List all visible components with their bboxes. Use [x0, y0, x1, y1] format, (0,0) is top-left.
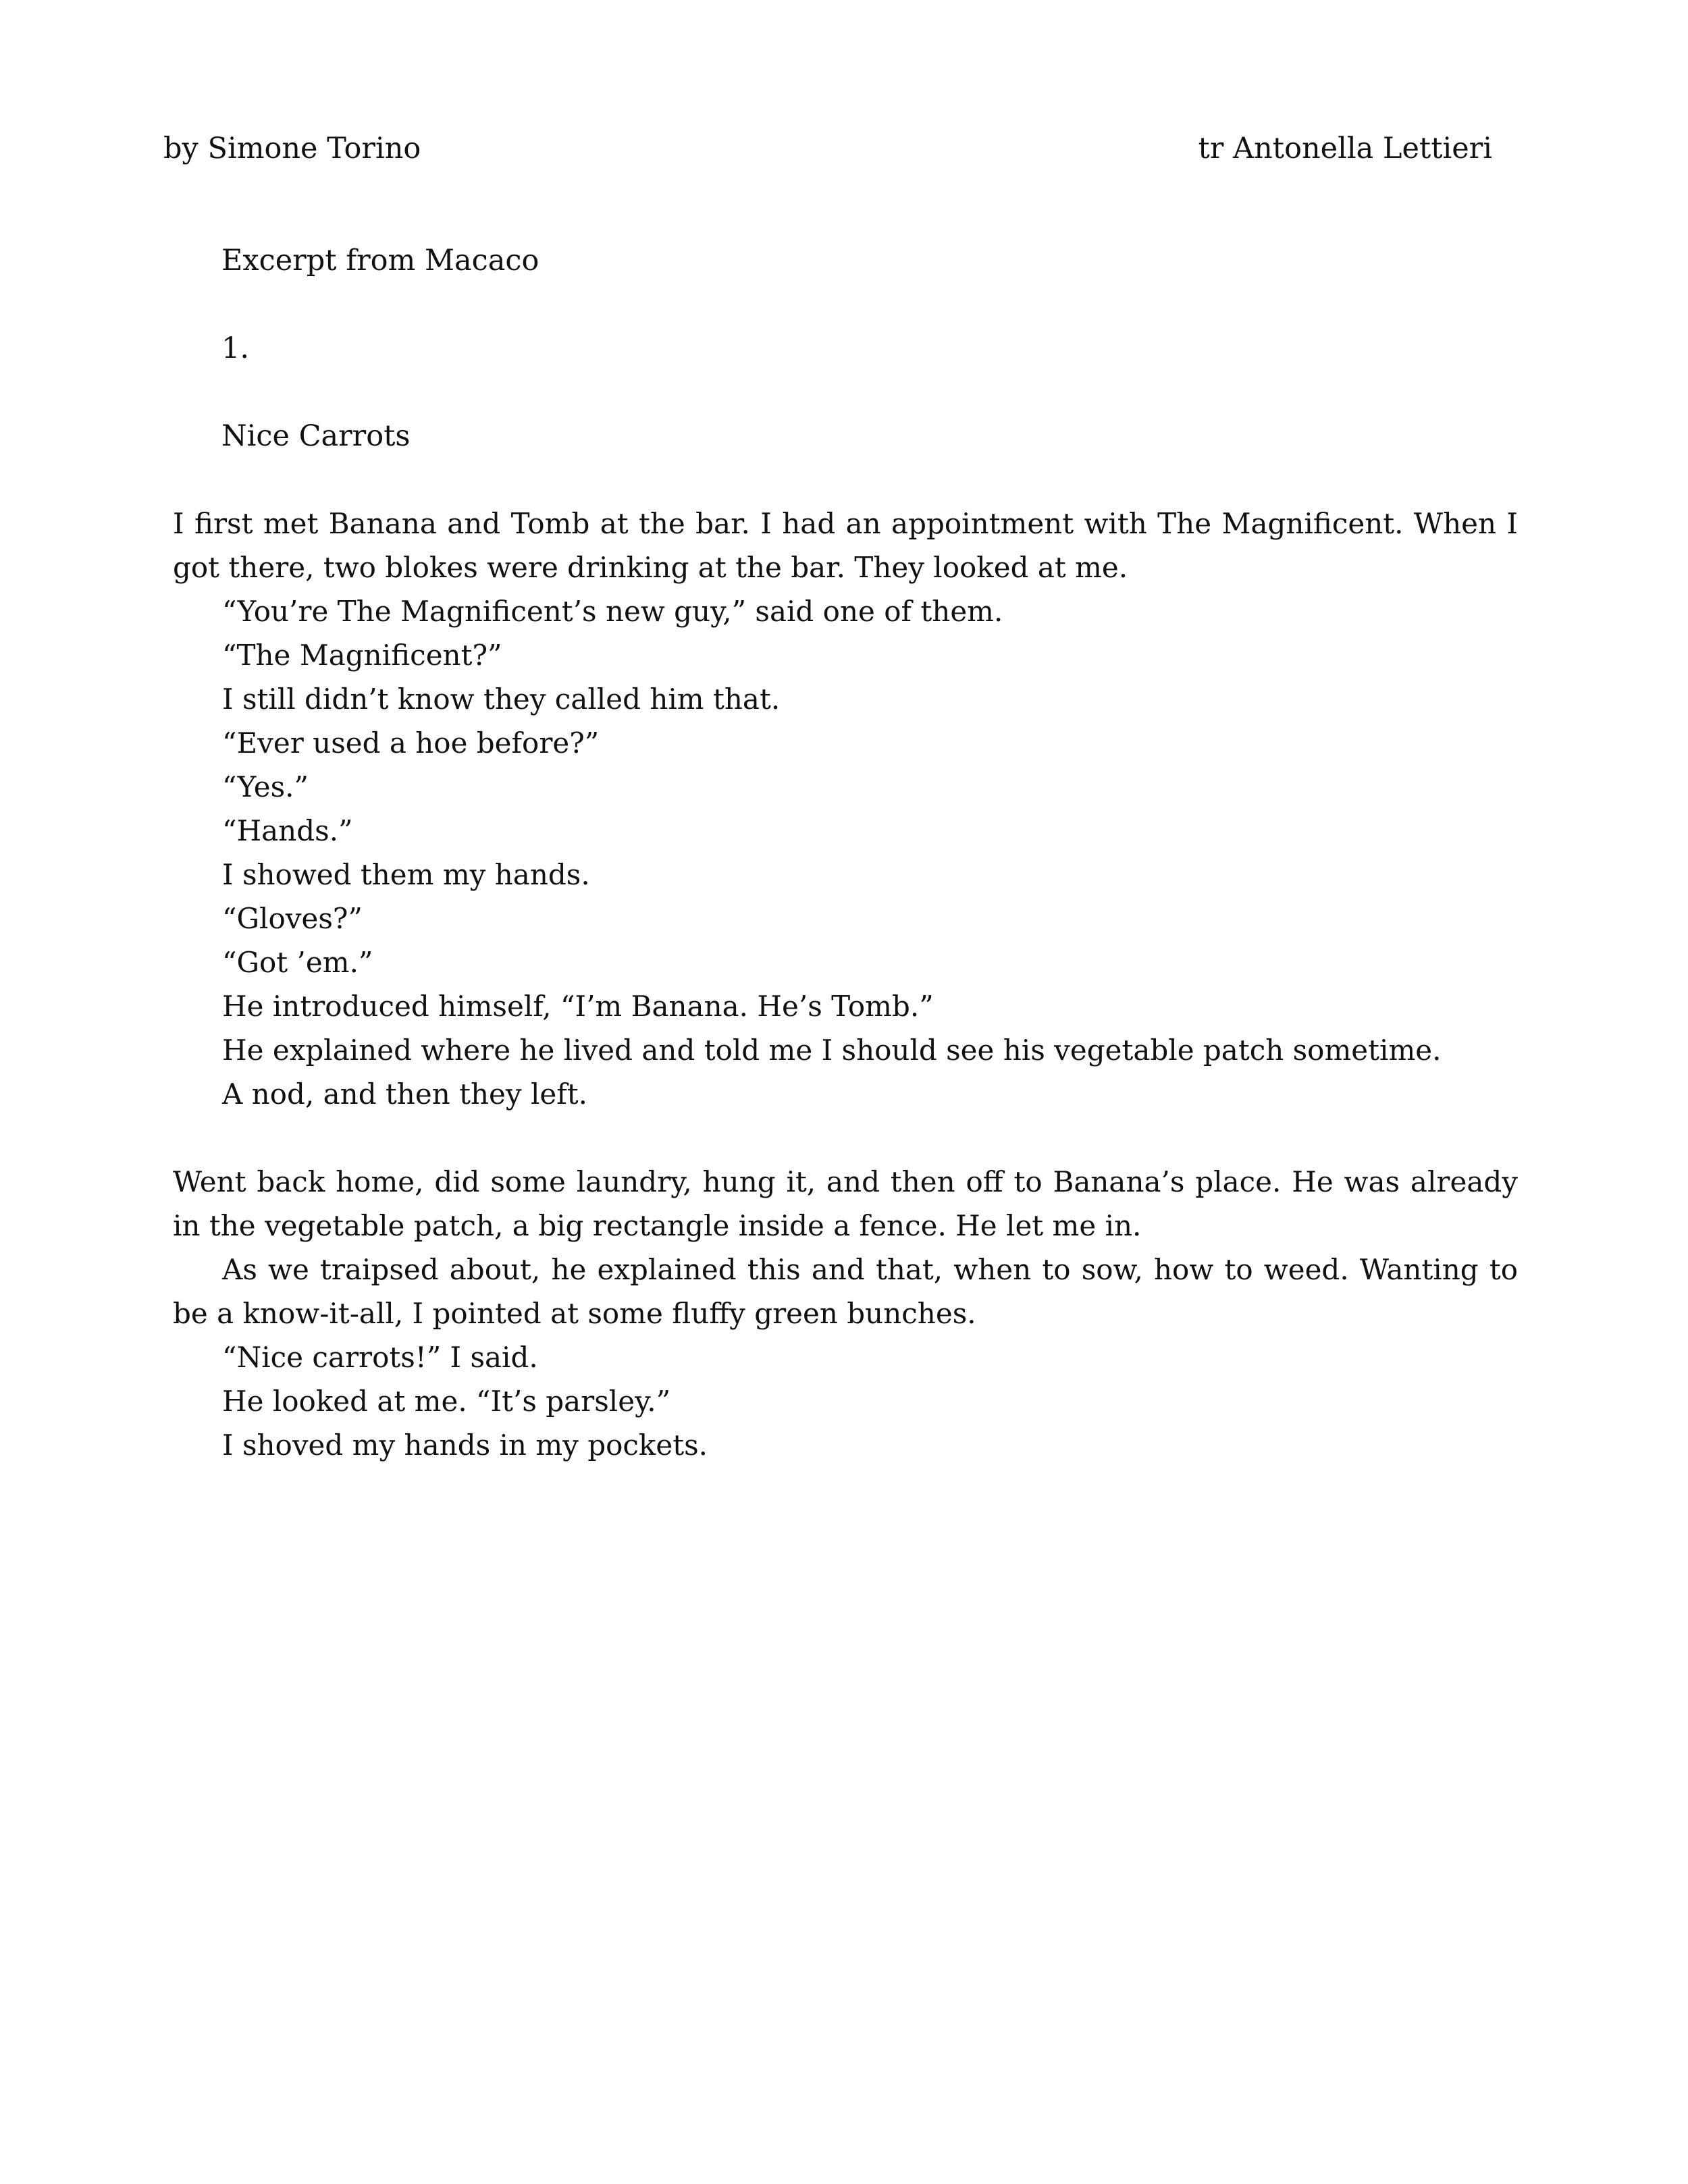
dialogue-line: I showed them my hands.	[222, 858, 590, 891]
dialogue-line: “Got ’em.”	[222, 946, 373, 979]
chapter-title: Nice Carrots	[221, 419, 411, 453]
excerpt-title: Excerpt from Macaco	[221, 244, 539, 277]
dialogue-line: He looked at me. “It’s parsley.”	[222, 1385, 671, 1418]
dialogue-line: “The Magnificent?”	[222, 639, 502, 672]
section-1	[173, 502, 1518, 1116]
dialogue-line: “You’re The Magnificent’s new guy,” said one of them.	[222, 595, 1003, 628]
dialogue-line: “Gloves?”	[222, 902, 363, 935]
dialogue-line: “Nice carrots!” I said.	[222, 1341, 538, 1374]
section-2	[173, 1160, 1518, 1467]
dialogue-line: I shoved my hands in my pockets.	[222, 1429, 708, 1462]
paragraph: Went back home, did some laundry, hung it, and then off to Banana’s place. He was already in the vegetable patch, a big rectangle inside a fence. He let me in.	[173, 1165, 1518, 1242]
dialogue-line: A nod, and then they left.	[222, 1077, 588, 1111]
dialogue-line: He explained where he lived and told me I should see his vegetable patch sometime.	[222, 1034, 1442, 1067]
dialogue-line: He introduced himself, “I’m Banana. He’s Tomb.”	[222, 990, 934, 1023]
author-credit: by Simone Torino	[163, 132, 421, 165]
paragraph: As we traipsed about, he explained this and that, when to sow, how to weed. Wanting to be a know-it-all, I pointed at some fluffy green bunches.	[173, 1253, 1518, 1330]
dialogue-line: “Ever used a hoe before?”	[222, 726, 600, 760]
translator-credit: tr Antonella Lettieri	[1198, 132, 1492, 165]
dialogue-line: I still didn’t know they called him that.	[222, 683, 781, 716]
dialogue-line: “Hands.”	[222, 814, 353, 847]
paragraph: I first met Banana and Tomb at the bar. I had an appointment with The Magnificent. When I got there, two blokes were drinking at the bar. They looked at me.	[173, 507, 1518, 584]
chapter-number: 1.	[221, 331, 250, 365]
dialogue-line: “Yes.”	[222, 770, 309, 803]
